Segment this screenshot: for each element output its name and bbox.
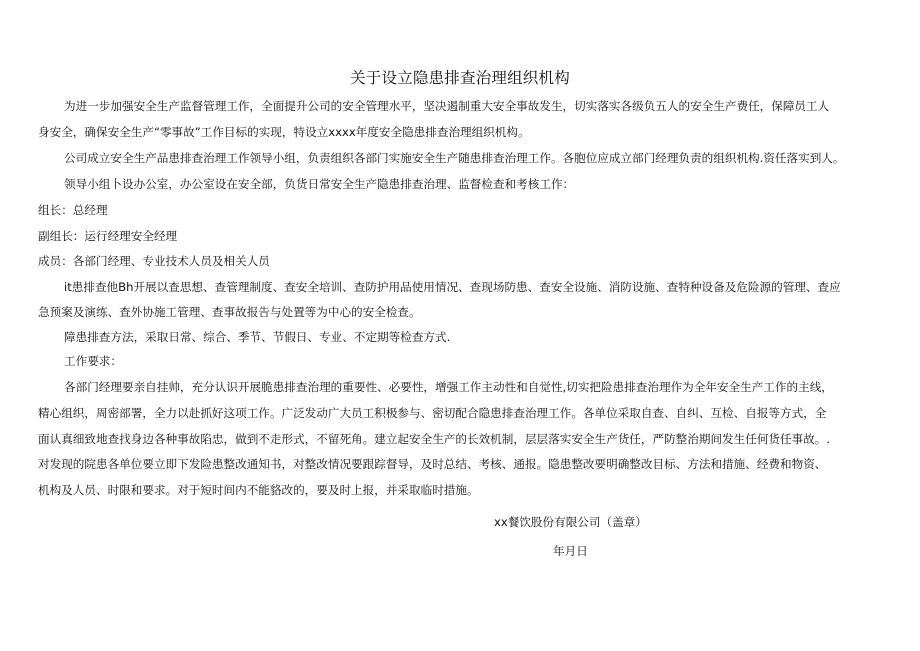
requirements-line-3: 面认真细致地查找身边各种事故陷忠，做到不走形式，不留死角。建立起安全生产的长效机制，层层落实安全生产货任，严防整治期间发生任何货任事故。.	[38, 432, 831, 446]
group-leader-line: 组长：总经理	[38, 203, 108, 217]
document-title: 关于设立隐患排查治理组织机构	[350, 69, 570, 87]
signature-date: 年月日	[553, 544, 588, 558]
paragraph-intro-line-2: 身安全，确保安全生产“零事故”工作目标的实现，特设立xxxx年度安全隐患排查治理组织机构。	[38, 125, 530, 139]
requirements-line-5: 机构及人员、时限和要求。对于短时间内不能貉改的，要及时上报，并采取临时措施。	[38, 483, 479, 497]
requirements-line-1: 各部门经理要亲自挂帅，充分认识开展脆患排查治理的重要性、必要性，增强工作主动性和自觉性,切实把险患排查治理作为全年安全生产工作的主线，	[64, 380, 833, 394]
requirements-line-2: 精心组织，周密部署，全力以赴抓好这项工作。广泛发动广大员工积极参与、密切配合隐患排查治理工作。各单位采取自查、自纠、互检、自报等方式，全	[38, 406, 827, 420]
requirements-heading: 工作要求：	[64, 354, 122, 368]
deputy-leader-line: 副组长：运行经理安全经理	[38, 229, 178, 243]
paragraph-inspection-scope-line-2: 急预案及演练、查外协施工管理、查事故报告与处置等为中心的安全检查。	[38, 305, 421, 319]
paragraph-inspection-scope-line-1: it患排查他Bh开展以查思想、查管理制度、查安全培训、查防护用品使用情况、查现场防患、查安全设施、消防设施、查特种设备及危险源的管理、查应	[64, 280, 841, 294]
paragraph-inspection-method: 障患排查方法，采取日常、综合、季节、节假日、专业、不定期等检查方式.	[64, 330, 451, 344]
paragraph-leadership-group: 公司成立安全生产品患排查治理工作领导小组，负责组织各部门实施安全生产随患排查治理工作。各胞位应成立部门经理负责的组织机构.资任落实到人。	[64, 151, 845, 165]
company-signature: xx餐饮股份有限公司（盖章）	[494, 515, 647, 529]
paragraph-office: 领导小组卜设办公室，办公室设在安全部，负货日常安全生产隐患排查治理、监督检查和考核工作：	[64, 177, 575, 191]
members-line: 成员：各部门经理、专业技术人员及相关人员	[38, 254, 270, 268]
requirements-line-4: 对发现的院患各单位要立即下发险患整改通知书，对整改情况要跟踪督导，及时总结、考核、通报。隐患整改要明确整改目标、方法和措施、经费和物资、	[38, 457, 827, 471]
paragraph-intro-line-1: 为进一步加强安全生产监督管理工作，全面提升公司的安全管理水平，坚决遏制重大安全事故发生，切实落实各级负五人的安全生产费任，保障员工人	[64, 99, 830, 113]
